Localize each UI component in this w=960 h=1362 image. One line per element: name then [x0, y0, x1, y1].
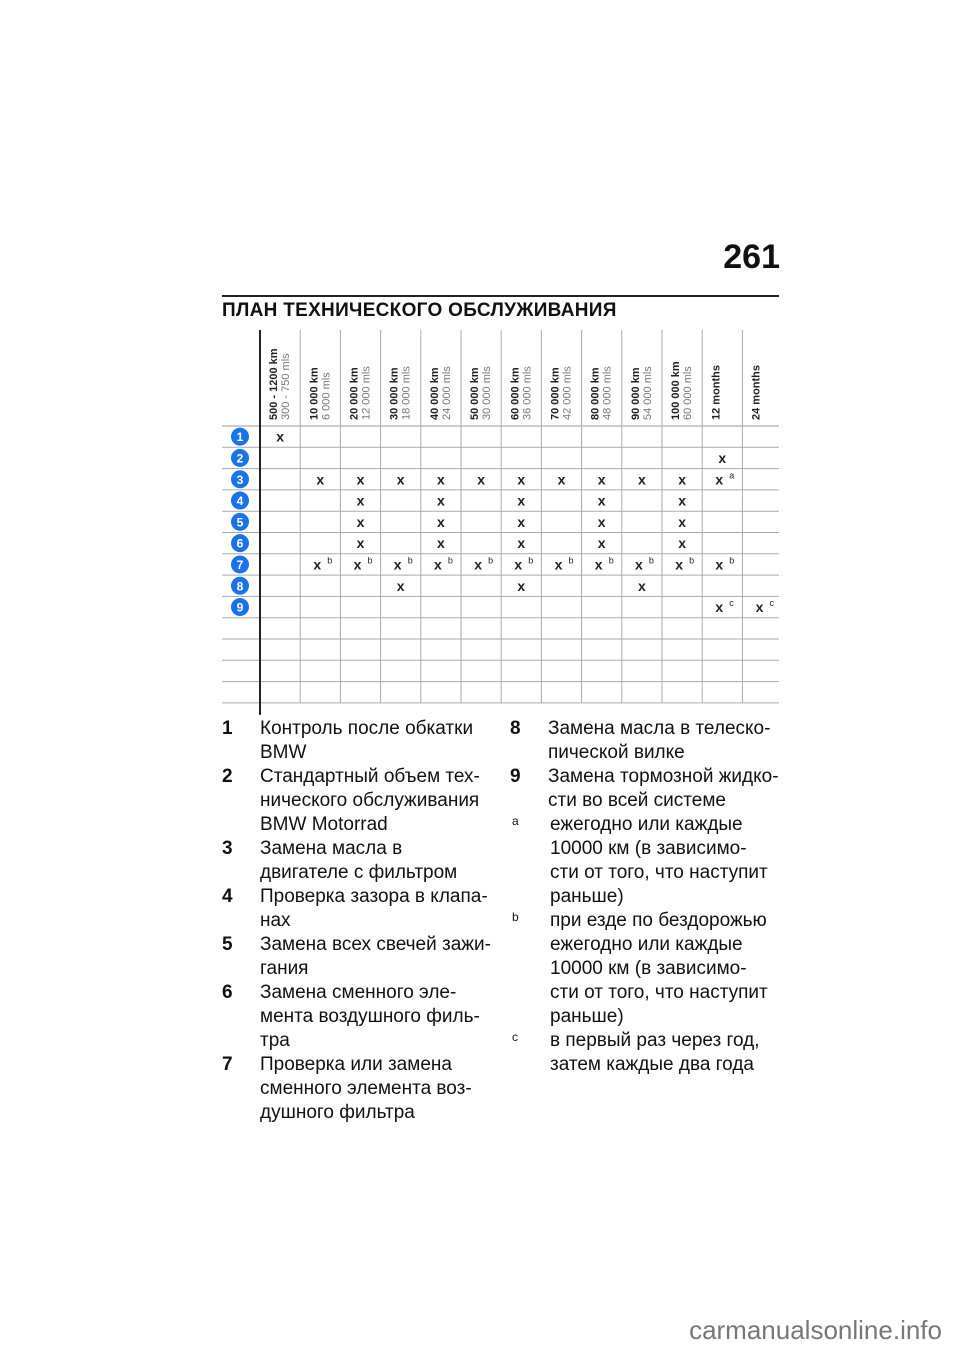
legend-text: Замена тормозной жидко- сти во всей системе: [548, 766, 779, 811]
row-number: 9: [236, 600, 244, 615]
schedule-mark: x: [678, 513, 686, 530]
schedule-mark: x: [678, 535, 686, 552]
schedule-mark: x: [356, 471, 365, 488]
schedule-mark-footnote: b: [648, 555, 654, 566]
schedule-mark-footnote: b: [447, 555, 453, 566]
schedule-mark: x: [316, 471, 325, 488]
page-number: 261: [723, 238, 780, 276]
column-header-mls: 54 000 mls: [641, 366, 654, 420]
legend-text: Стандартный объем тех- нического обслуживания BMW Motorrad: [260, 766, 480, 835]
legend-text: Замена масла в телеско- пической вилке: [548, 718, 771, 763]
schedule-mark-footnote: b: [327, 555, 333, 566]
schedule-mark: x: [715, 471, 724, 488]
schedule-mark: x: [434, 556, 442, 573]
schedule-mark: x: [594, 556, 603, 573]
column-header-km: 12 months: [710, 364, 723, 420]
schedule-mark-footnote: b: [568, 555, 574, 566]
column-header-mls: 30 000 mls: [481, 366, 494, 420]
schedule-mark: x: [474, 556, 482, 573]
legend-item: [510, 909, 780, 1029]
column-header-km: 10 000 km: [308, 367, 321, 420]
legend-key: 3: [222, 838, 233, 859]
schedule-mark: x: [393, 556, 402, 573]
schedule-mark: x: [755, 599, 764, 616]
schedule-mark: x: [715, 599, 724, 616]
schedule-mark-footnote: b: [488, 555, 494, 566]
schedule-mark: x: [675, 556, 683, 573]
legend-left-column: [222, 717, 492, 1125]
legend-text: в первый раз через год, затем каждые два года: [550, 1030, 760, 1075]
column-header-km: 50 000 km: [469, 367, 482, 420]
row-number: 8: [236, 579, 244, 594]
column-header-mls: 42 000 mls: [561, 366, 574, 420]
schedule-mark-footnote: b: [367, 555, 373, 566]
column-header-mls: 60 000 mls: [682, 366, 695, 420]
legend-text: Замена сменного эле- мента воздушного филь- тра: [260, 982, 480, 1051]
column-header-mls: 24 000 mls: [440, 366, 453, 420]
legend-key: a: [512, 814, 519, 828]
legend-item: [222, 837, 492, 885]
schedule-mark: x: [517, 535, 526, 552]
legend-item: [222, 885, 492, 933]
column-header-mls: 36 000 mls: [521, 366, 534, 420]
legend-key: 8: [510, 718, 521, 739]
legend-key: 7: [222, 1054, 233, 1075]
legend-item: [222, 1053, 492, 1125]
column-header-km: 40 000 km: [428, 367, 441, 420]
column-header-mls: 6 000 mls: [320, 372, 333, 420]
legend-item: [510, 1029, 780, 1077]
legend-key: 4: [222, 886, 233, 907]
schedule-mark: x: [276, 428, 284, 445]
schedule-mark: x: [437, 535, 445, 552]
legend-item: [510, 813, 780, 909]
schedule-mark: x: [635, 556, 643, 573]
column-header-km: 60 000 km: [509, 367, 522, 420]
schedule-mark: x: [437, 492, 445, 509]
column-header-km: 70 000 km: [549, 367, 562, 420]
schedule-mark: x: [678, 492, 686, 509]
schedule-mark: x: [396, 471, 405, 488]
page-title: ПЛАН ТЕХНИЧЕСКОГО ОБСЛУЖИВАНИЯ: [222, 300, 617, 321]
column-header-km: 24 months: [750, 364, 763, 420]
schedule-mark: x: [517, 577, 526, 594]
column-header-km: 100 000 km: [670, 361, 683, 420]
schedule-mark-footnote: c: [729, 598, 734, 609]
legend-item: [510, 717, 780, 765]
legend-item: [510, 765, 780, 813]
schedule-mark-footnote: b: [528, 555, 534, 566]
schedule-mark: x: [638, 471, 646, 488]
schedule-mark: x: [517, 492, 526, 509]
row-number: 3: [236, 472, 244, 487]
row-number: 1: [236, 430, 244, 445]
legend-key: 5: [222, 934, 233, 955]
legend-key: 6: [222, 982, 233, 1003]
schedule-mark: x: [718, 449, 727, 466]
schedule-mark-footnote: c: [769, 598, 774, 609]
schedule-mark: x: [517, 513, 526, 530]
schedule-mark: x: [514, 556, 523, 573]
schedule-mark: x: [353, 556, 362, 573]
legend-text: Контроль после обкатки BMW: [260, 718, 474, 763]
legend-key: 2: [222, 766, 233, 787]
row-number: 6: [236, 536, 244, 551]
legend-item: [222, 765, 492, 837]
schedule-mark: x: [517, 471, 526, 488]
watermark: carmanualsonline.info: [689, 1315, 942, 1345]
legend-key: c: [512, 1030, 518, 1044]
column-header-mls: 18 000 mls: [400, 366, 413, 420]
column-header-km: 80 000 km: [589, 367, 602, 420]
schedule-mark: x: [356, 513, 365, 530]
schedule-mark-footnote: b: [689, 555, 695, 566]
legend-text: Проверка или замена сменного элемента воз- душного фильтра: [260, 1054, 472, 1123]
schedule-mark: x: [356, 535, 365, 552]
schedule-mark: x: [557, 471, 566, 488]
legend-right-column: [510, 717, 780, 1077]
schedule-mark: x: [554, 556, 563, 573]
row-number: 4: [236, 494, 244, 509]
schedule-mark: x: [356, 492, 365, 509]
schedule-mark-footnote: b: [608, 555, 614, 566]
schedule-mark: x: [313, 556, 322, 573]
schedule-mark: x: [597, 492, 606, 509]
schedule-mark: x: [437, 513, 445, 530]
legend-text: ежегодно или каждые 10000 км (в зависимо- сти от того, что наступит раньше): [550, 814, 768, 907]
legend-key: b: [512, 910, 519, 924]
legend-item: [222, 717, 492, 765]
column-header-mls: 48 000 mls: [601, 366, 614, 420]
legend-text: Проверка зазора в клапа- нах: [260, 886, 488, 931]
legend-key: 9: [510, 766, 521, 787]
column-header-mls: 12 000 mls: [360, 366, 373, 420]
column-header-km: 500 - 1200 km: [268, 348, 281, 420]
schedule-mark: x: [597, 535, 606, 552]
column-header-km: 20 000 km: [348, 367, 361, 420]
schedule-mark: x: [638, 577, 646, 594]
legend-key: 1: [222, 718, 233, 739]
schedule-mark: x: [437, 471, 445, 488]
column-header-km: 90 000 km: [629, 367, 642, 420]
legend-text: Замена масла в двигателе с фильтром: [260, 838, 458, 883]
schedule-mark: x: [597, 513, 606, 530]
schedule-mark-footnote: a: [729, 470, 735, 481]
schedule-mark-footnote: b: [407, 555, 413, 566]
row-number: 7: [236, 557, 244, 572]
schedule-mark: x: [715, 556, 724, 573]
legend-item: [222, 981, 492, 1053]
legend-item: [222, 933, 492, 981]
schedule-mark: x: [678, 471, 686, 488]
column-header-mls: 300 - 750 mls: [280, 353, 293, 420]
schedule-mark: x: [597, 471, 606, 488]
schedule-mark: x: [477, 471, 485, 488]
legend-text: Замена всех свечей зажи- гания: [260, 934, 491, 979]
column-header-km: 30 000 km: [388, 367, 401, 420]
legend-text: при езде по бездорожью ежегодно или каждые 10000 км (в зависимо- сти от того, что наступит раньше): [550, 910, 768, 1027]
row-number: 5: [236, 515, 244, 530]
schedule-mark: x: [396, 577, 405, 594]
row-number: 2: [236, 451, 244, 466]
schedule-mark-footnote: b: [729, 555, 735, 566]
